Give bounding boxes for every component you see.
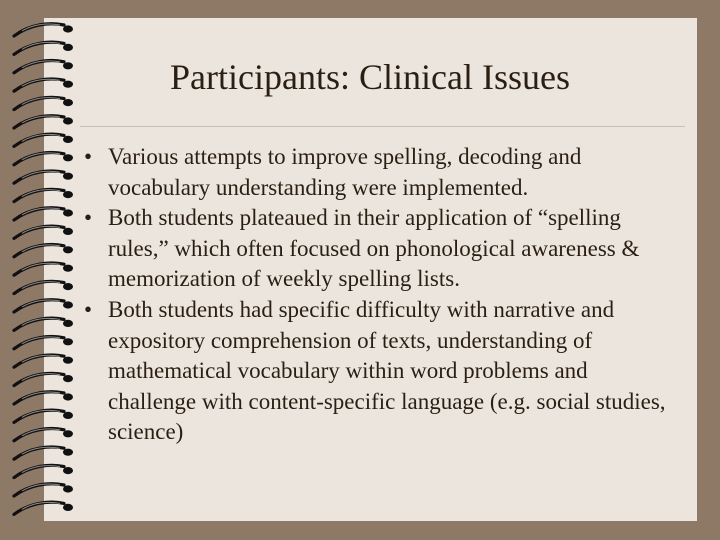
binding-ring: [14, 465, 64, 477]
binding-hole: [63, 283, 73, 290]
bullet-item: [78, 203, 678, 295]
binding-ring: [14, 61, 64, 73]
binding-hole: [63, 228, 73, 235]
binding-ring: [14, 429, 64, 441]
bullet-item: [78, 295, 678, 448]
bullet-marker: •: [84, 205, 93, 231]
binding-ring: [14, 171, 64, 183]
binding-ring: [14, 189, 64, 201]
binding-hole: [63, 81, 73, 88]
bullet-text: Both students plateaued in their application of “spelling rules,” which often focused on phonological awareness & memorization of weekly spelling lists.: [108, 205, 640, 292]
binding-ring: [14, 24, 64, 36]
binding-ring: [14, 281, 64, 293]
binding-hole: [63, 320, 73, 327]
bullet-text: Various attempts to improve spelling, decoding and vocabulary understanding were implemented.: [108, 144, 582, 200]
binding-ring: [14, 116, 64, 128]
binding-hole: [63, 301, 73, 308]
binding-hole: [63, 485, 73, 492]
bullet-text: Both students had specific difficulty with narrative and expository comprehension of texts, understanding of mathematical vocabulary within word problems and challenge with content-specific language (e.g. social studies, science): [108, 296, 666, 445]
binding-ring: [14, 300, 64, 312]
bullet-marker: •: [84, 144, 93, 169]
binding-hole: [63, 136, 73, 143]
binding-ring: [14, 134, 64, 146]
binding-ring: [14, 318, 64, 330]
spiral-binding: [0, 0, 80, 540]
bullet-list: [78, 142, 678, 448]
binding-hole: [63, 246, 73, 253]
binding-hole: [63, 265, 73, 272]
binding-hole: [63, 25, 73, 32]
binding-hole: [63, 504, 73, 511]
binding-ring: [14, 263, 64, 275]
binding-hole: [63, 338, 73, 345]
binding-ring: [14, 79, 64, 91]
binding-hole: [63, 412, 73, 419]
binding-ring: [14, 208, 64, 220]
binding-ring: [14, 153, 64, 165]
binding-ring: [14, 410, 64, 422]
binding-ring: [14, 392, 64, 404]
binding-ring: [14, 226, 64, 238]
title-divider: [80, 126, 685, 127]
binding-hole: [63, 173, 73, 180]
binding-hole: [63, 44, 73, 51]
bullet-item: [78, 142, 678, 203]
binding-ring: [14, 447, 64, 459]
binding-ring: [14, 245, 64, 257]
binding-hole: [63, 393, 73, 400]
binding-hole: [63, 117, 73, 124]
binding-ring: [14, 97, 64, 109]
binding-hole: [63, 467, 73, 474]
binding-hole: [63, 357, 73, 364]
binding-ring: [14, 502, 64, 514]
bullet-marker: •: [84, 296, 93, 322]
binding-hole: [63, 375, 73, 382]
binding-hole: [63, 62, 73, 69]
binding-hole: [63, 191, 73, 198]
binding-hole: [63, 430, 73, 437]
binding-ring: [14, 42, 64, 54]
binding-ring: [14, 484, 64, 496]
binding-hole: [63, 209, 73, 216]
binding-hole: [63, 154, 73, 161]
binding-ring: [14, 355, 64, 367]
slide-title: Participants: Clinical Issues: [170, 57, 570, 97]
binding-hole: [63, 449, 73, 456]
binding-ring: [14, 373, 64, 385]
binding-hole: [63, 99, 73, 106]
binding-ring: [14, 337, 64, 349]
